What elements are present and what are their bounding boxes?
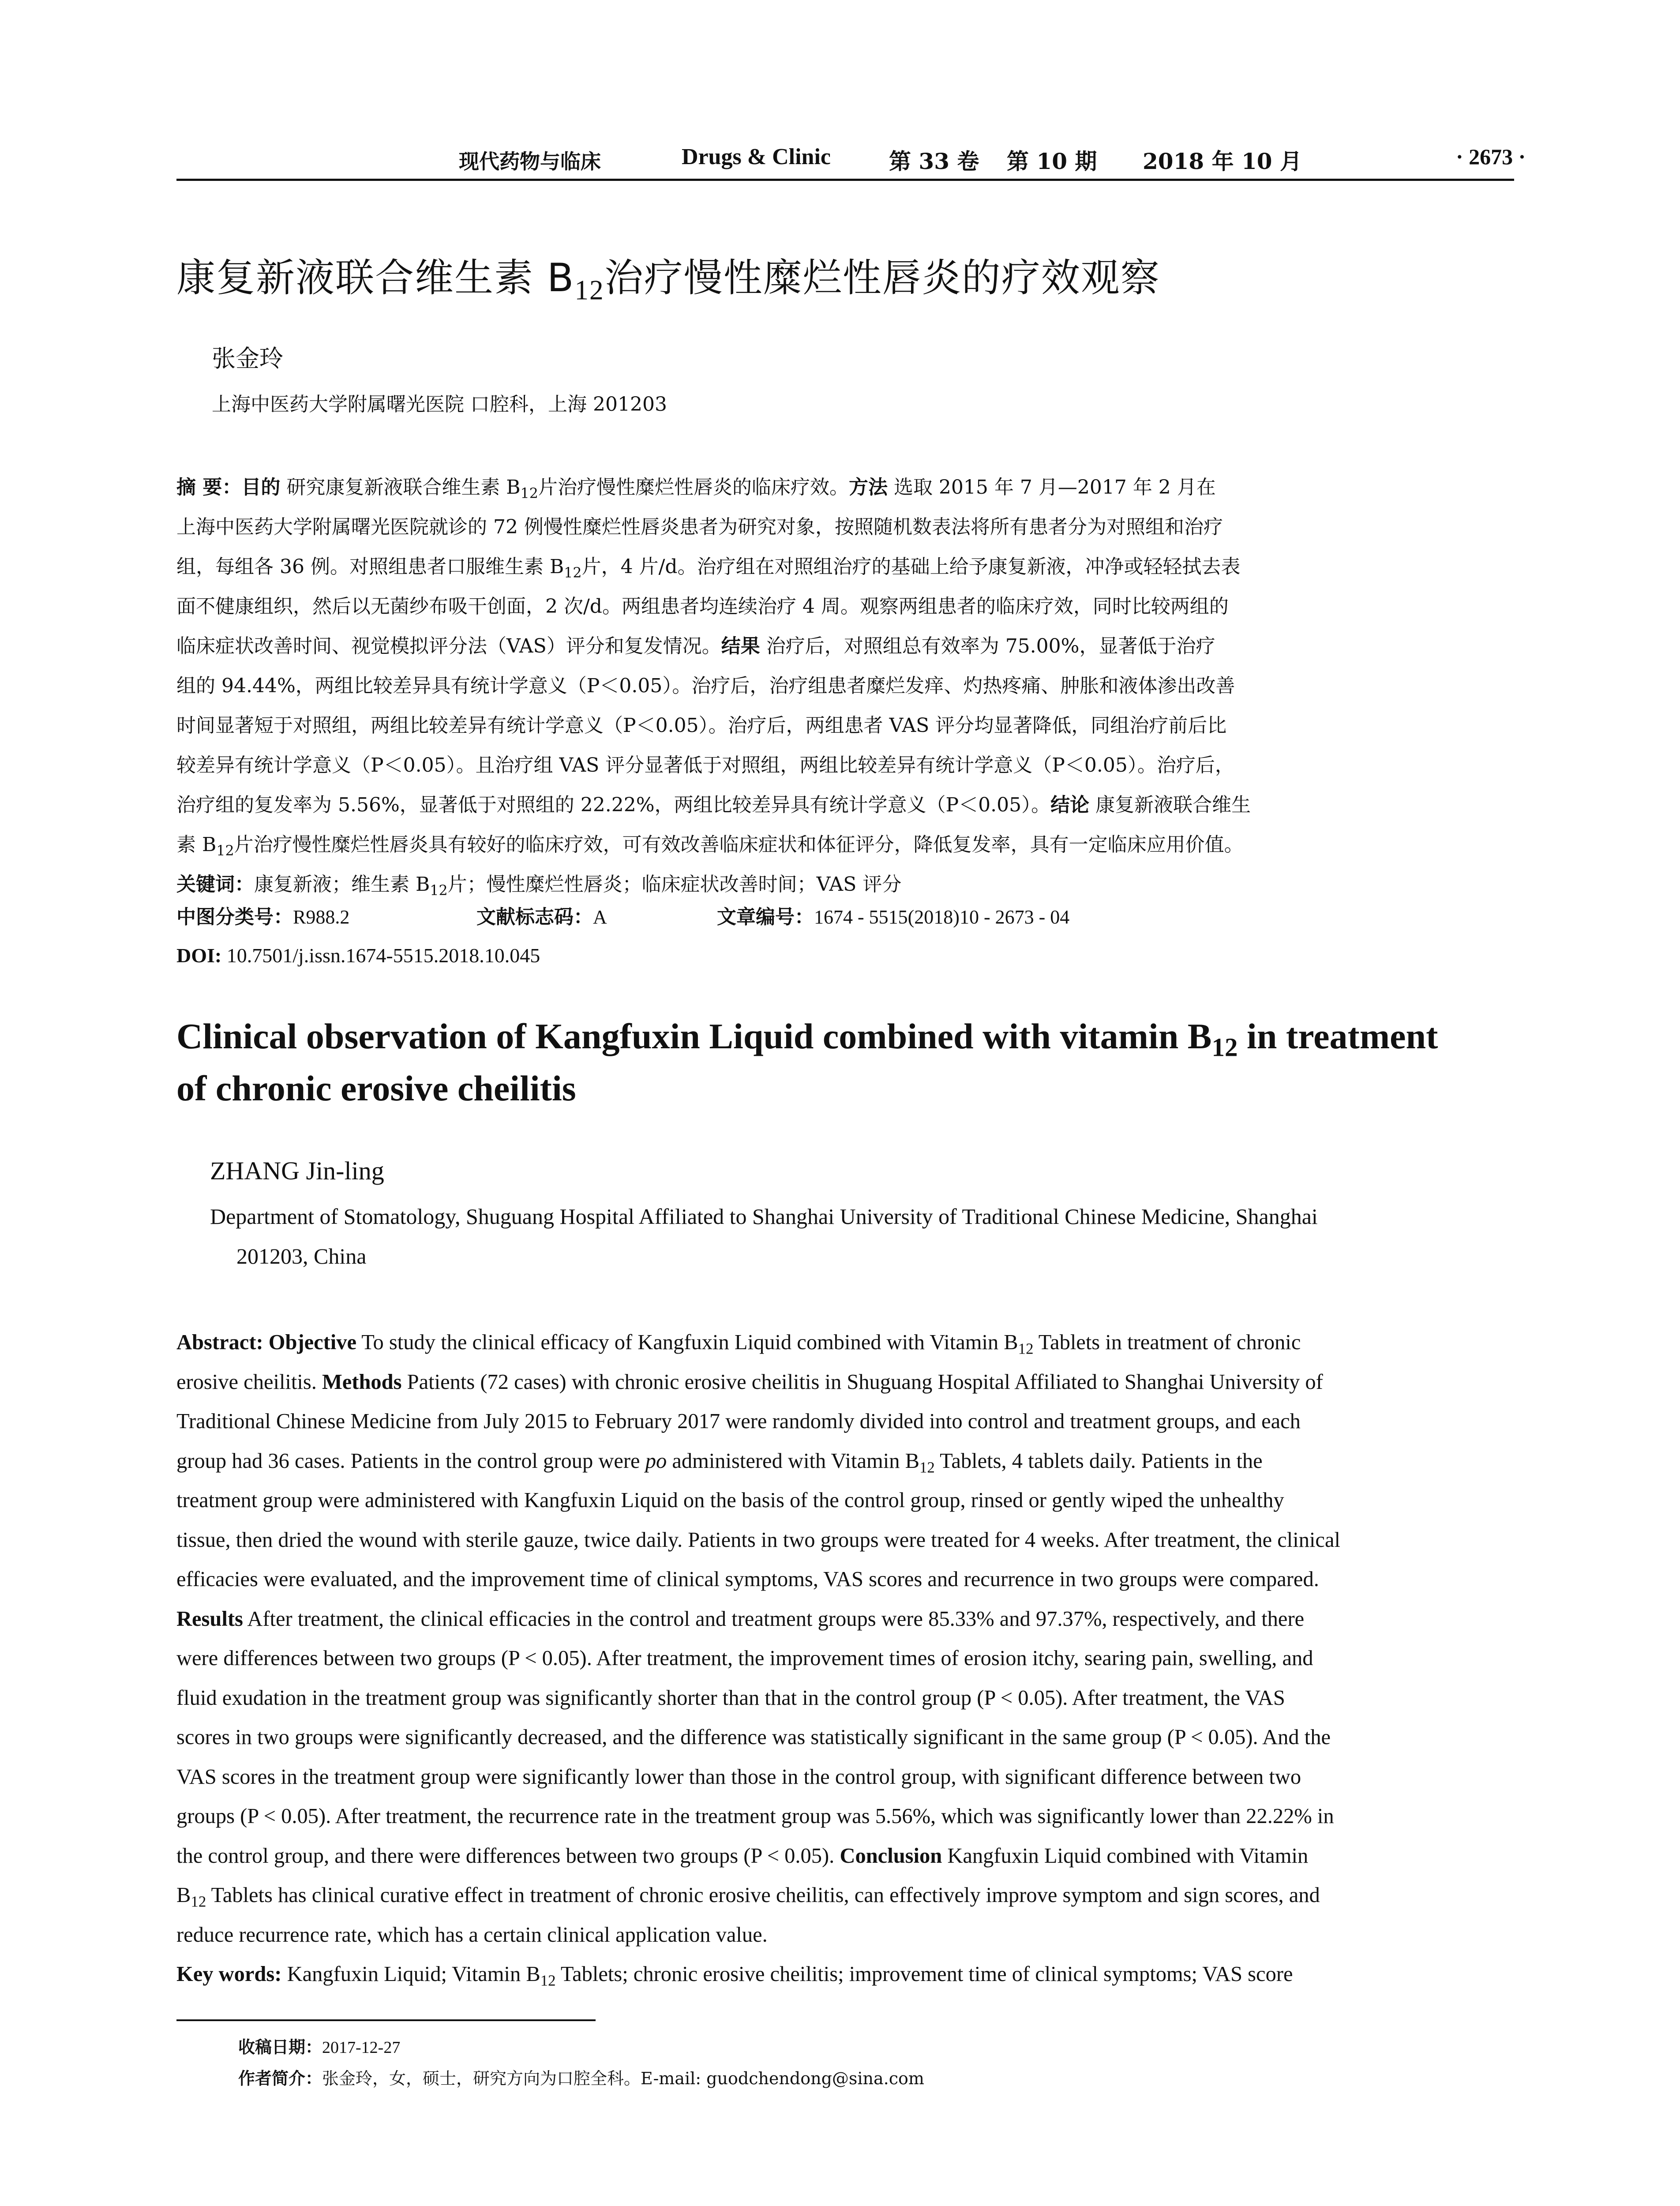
author-en: ZHANG Jin-ling (210, 1156, 384, 1185)
affiliation-cn: 上海中医药大学附属曙光医院 口腔科，上海 201203 (212, 393, 667, 416)
text: administered with Vitamin B (667, 1449, 919, 1473)
text: VAS scores in the treatment group were significantly lower than those in the control group, with significant difference between two (176, 1765, 1301, 1789)
subscript: 12 (191, 1893, 206, 1910)
line (176, 1323, 1301, 1362)
doc-code (476, 902, 607, 933)
text: the control group, and there were differences between two groups (P < 0.05). (176, 1844, 840, 1868)
line (176, 1599, 1304, 1639)
text: 康复新液联合维生 (1089, 794, 1251, 816)
title-en-line-content (176, 1010, 1438, 1062)
volume: 第 33 卷 (889, 148, 979, 174)
text: 治疗组的复发率为 5.56%，显著低于对照组的 22.22%，两组比较差异具有统计学意义（P＜0.05）。 (176, 794, 1051, 816)
abstract-en-line (176, 1639, 1514, 1678)
abstract-cn-line: 组的 94.44%，两组比较差异具有统计学意义（P＜0.05）。治疗后，治疗组患者糜烂发痒、灼热疼痛、肿胀和液体渗出改善 (176, 675, 1235, 697)
abstract-en-line (176, 1876, 1514, 1915)
text: 临床症状改善时间、视觉模拟评分法（VAS）评分和复发情况。 (176, 635, 721, 657)
abstract-en-line (176, 1323, 1514, 1362)
abstract-en-line (176, 1560, 1514, 1599)
doc-code-label: 文献标志码： (476, 906, 593, 928)
text: B (176, 1883, 191, 1907)
italic-text: po (645, 1449, 667, 1473)
journal-name-en: Drugs & Clinic (682, 144, 831, 169)
doi-value: 10.7501/j.issn.1674-5515.2018.10.045 (221, 944, 540, 967)
subscript: 12 (430, 882, 448, 899)
text: Patients (72 cases) with chronic erosive cheilitis in Shuguang Hospital Affiliated to Shanghai University of (401, 1370, 1323, 1394)
text: Tablets, 4 tablets daily. Patients in the (934, 1449, 1263, 1473)
journal-name-cn: 现代药物与临床 (459, 150, 601, 173)
title-cn-subscript: 12 (574, 274, 604, 306)
abstract-label: 摘 要： (176, 476, 242, 499)
text: erosive cheilitis. (176, 1370, 322, 1394)
abstract-cn-line (176, 825, 1514, 865)
issue-date: 2018 年 10 月 (1143, 148, 1302, 174)
doi-label: DOI: (176, 944, 222, 967)
subscript: 12 (540, 1972, 556, 1989)
text: Kangfuxin Liquid combined with Vitamin (942, 1844, 1309, 1868)
text: After treatment, the clinical efficacies in the control and treatment groups were 85.33% and 97.37%, respectively, and there (243, 1607, 1305, 1631)
title-cn-part: 治疗慢性糜烂性唇炎的疗效观察 (604, 255, 1160, 300)
footnote (238, 2032, 924, 2094)
abstract-en (176, 1323, 1514, 1994)
abstract-cn (176, 468, 1514, 904)
abstract-cn-line: 时间显著短于对照组，两组比较差异有统计学意义（P＜0.05）。治疗后，两组患者 VAS 评分均显著降低，同组治疗前后比 (176, 714, 1227, 737)
text: Tablets in treatment of chronic (1033, 1331, 1301, 1354)
line (176, 1362, 1323, 1402)
subscript: 12 (919, 1459, 935, 1476)
text: efficacies were evaluated, and the improvement time of clinical symptoms, VAS scores and recurrence in two groups were compared. (176, 1568, 1319, 1591)
text: Tablets; chronic erosive cheilitis; improvement time of clinical symptoms; VAS score (555, 1962, 1293, 1986)
objective-label: 目的 (241, 476, 281, 499)
text: Kangfuxin Liquid; Vitamin B (281, 1962, 540, 1986)
clc-value: R988.2 (293, 906, 350, 928)
title-en (176, 1010, 1514, 1114)
affiliation-en-line: 201203, China (236, 1244, 367, 1268)
text: 片治疗慢性糜烂性唇炎的临床疗效。 (538, 476, 849, 499)
article-number (717, 902, 1069, 933)
text: 片，4 片/d。治疗组在对照组治疗的基础上给予康复新液，冲净或轻轻拭去表 (581, 555, 1241, 578)
received-label: 收稿日期： (238, 2037, 322, 2057)
author-bio (238, 2063, 924, 2094)
text: Tablets has clinical curative effect in treatment of chronic erosive cheilitis, can effectively improve symptom and sign scores, and (206, 1883, 1320, 1907)
conclusion-label: 结论 (1050, 794, 1090, 816)
keywords-cn (176, 865, 1514, 904)
results-label: 结果 (721, 635, 760, 657)
text: Clinical observation of Kangfuxin Liquid combined with vitamin B (176, 1016, 1212, 1056)
issue: 第 10 期 (1007, 148, 1097, 174)
author-bio-value: 张金玲，女，硕士，研究方向为口腔全科。E-mail: guodchendong@sina.com (322, 2069, 924, 2088)
title-cn (176, 247, 1160, 306)
methods-label: Methods (322, 1370, 402, 1394)
keywords-label: 关键词： (176, 873, 254, 896)
header-rule (176, 179, 1514, 181)
text: in treatment (1238, 1016, 1438, 1056)
subscript: 12 (520, 485, 538, 502)
text: fluid exudation in the treatment group was significantly shorter than that in the control group (P < 0.05). After treatment, the VAS (176, 1686, 1285, 1710)
footnote-rule (176, 2019, 596, 2021)
doi (176, 940, 540, 971)
text: To study the clinical efficacy of Kangfuxin Liquid combined with Vitamin B (356, 1331, 1018, 1354)
text: 研究康复新液联合维生素 B (280, 476, 521, 499)
subscript: 12 (216, 843, 234, 859)
abstract-en-line (176, 1481, 1514, 1520)
article-number-value: 1674 - 5515(2018)10 - 2673 - 04 (814, 906, 1070, 928)
received-value: 2017-12-27 (322, 2038, 401, 2057)
text: Traditional Chinese Medicine from July 2015 to February 2017 were randomly divided into control and treatment groups, and each (176, 1410, 1301, 1433)
text: 组，每组各 36 例。对照组患者口服维生素 B (176, 555, 564, 578)
subscript: 12 (1211, 1032, 1238, 1062)
text: 素 B (176, 833, 217, 856)
line (176, 1836, 1308, 1876)
abstract-en-line: reduce recurrence rate, which has a certain clinical application value. (176, 1923, 768, 1947)
author-bio-label: 作者简介： (238, 2069, 322, 2088)
doc-code-value: A (593, 906, 607, 928)
text: scores in two groups were significantly decreased, and the difference was statistically significant in the same group (P < 0.05). And the (176, 1726, 1331, 1749)
line (176, 1441, 1263, 1481)
abstract-en-line (176, 1402, 1514, 1441)
subscript: 12 (564, 565, 582, 581)
abstract-cn-line (176, 627, 1514, 666)
abstract-cn-line-content (176, 468, 1216, 507)
abstract-cn-line (176, 785, 1514, 825)
abstract-cn-line (176, 468, 1514, 507)
abstract-en-line (176, 1718, 1514, 1757)
abstract-en-line (176, 1836, 1514, 1876)
text: 康复新液；维生素 B (254, 873, 430, 896)
text: 片治疗慢性糜烂性唇炎具有较好的临床疗效，可有效改善临床症状和体征评分，降低复发率，具有一定临床应用价值。 (234, 833, 1244, 856)
abstract-en-line (176, 1678, 1514, 1718)
affiliation-en-line (210, 1197, 1514, 1236)
abstract-en-line (176, 1441, 1514, 1481)
text: were differences between two groups (P < 0.05). After treatment, the improvement times of erosion itchy, searing pain, swelling, and (176, 1647, 1313, 1670)
line (176, 1876, 1320, 1915)
page-number: · 2673 · (1456, 144, 1526, 169)
abstract-cn-line (176, 547, 1514, 587)
received-date (238, 2032, 924, 2063)
abstract-en-line (176, 1520, 1514, 1560)
results-label: Results (176, 1607, 243, 1631)
author-cn: 张金玲 (212, 345, 283, 372)
abstract-en-line (176, 1599, 1514, 1639)
text: treatment group were administered with Kangfuxin Liquid on the basis of the control group, rinsed or gently wiped the unhealthy (176, 1489, 1284, 1512)
abstract-cn-line: 上海中医药大学附属曙光医院就诊的 72 例慢性糜烂性唇炎患者为研究对象，按照随机数表法将所有患者分为对照组和治疗 (176, 516, 1223, 538)
title-cn-part: 康复新液联合维生素 B (176, 255, 575, 300)
clc-label: 中图分类号： (176, 906, 293, 928)
methods-label: 方法 (848, 476, 888, 499)
affiliation-en (210, 1197, 1514, 1276)
abstract-objective-label: Abstract: Objective (176, 1331, 357, 1354)
text: group had 36 cases. Patients in the control group were (176, 1449, 645, 1473)
abstract-en-line (176, 1362, 1514, 1402)
abstract-en-line (176, 1757, 1514, 1797)
abstract-cn-line: 较差异有统计学意义（P＜0.05）。且治疗组 VAS 评分显著低于对照组，两组比较差异有统计学意义（P＜0.05）。治疗后， (176, 754, 1234, 777)
abstract-en-line (176, 1797, 1514, 1836)
text: tissue, then dried the wound with sterile gauze, twice daily. Patients in two groups were treated for 4 weeks. After treatment, the clinical (176, 1528, 1340, 1552)
conclusion-label: Conclusion (840, 1844, 942, 1868)
text: 片；慢性糜烂性唇炎；临床症状改善时间；VAS 评分 (447, 873, 902, 896)
article-number-label: 文章编号： (717, 906, 814, 928)
title-en-line: of chronic erosive cheilitis (176, 1068, 576, 1108)
abstract-cn-line: 面不健康组织，然后以无菌纱布吸干创面，2 次/d。两组患者均连续治疗 4 周。观察两组患者的临床疗效，同时比较两组的 (176, 595, 1229, 618)
text: groups (P < 0.05). After treatment, the recurrence rate in the treatment group was 5.56%, which was significantly lower than 22.22% in (176, 1805, 1334, 1828)
subscript: 12 (1018, 1340, 1034, 1358)
keywords-en-label: Key words: (176, 1962, 282, 1986)
keywords-en (176, 1955, 1514, 1994)
text: 选取 2015 年 7 月—2017 年 2 月在 (887, 476, 1216, 499)
title-en-line (176, 1010, 1514, 1062)
classification-line (176, 902, 349, 933)
text: Department of Stomatology, Shuguang Hospital Affiliated to Shanghai University of Traditional Chinese Medicine, Shanghai (210, 1204, 1318, 1229)
text: 治疗后，对照组总有效率为 75.00%，显著低于治疗 (760, 635, 1215, 657)
